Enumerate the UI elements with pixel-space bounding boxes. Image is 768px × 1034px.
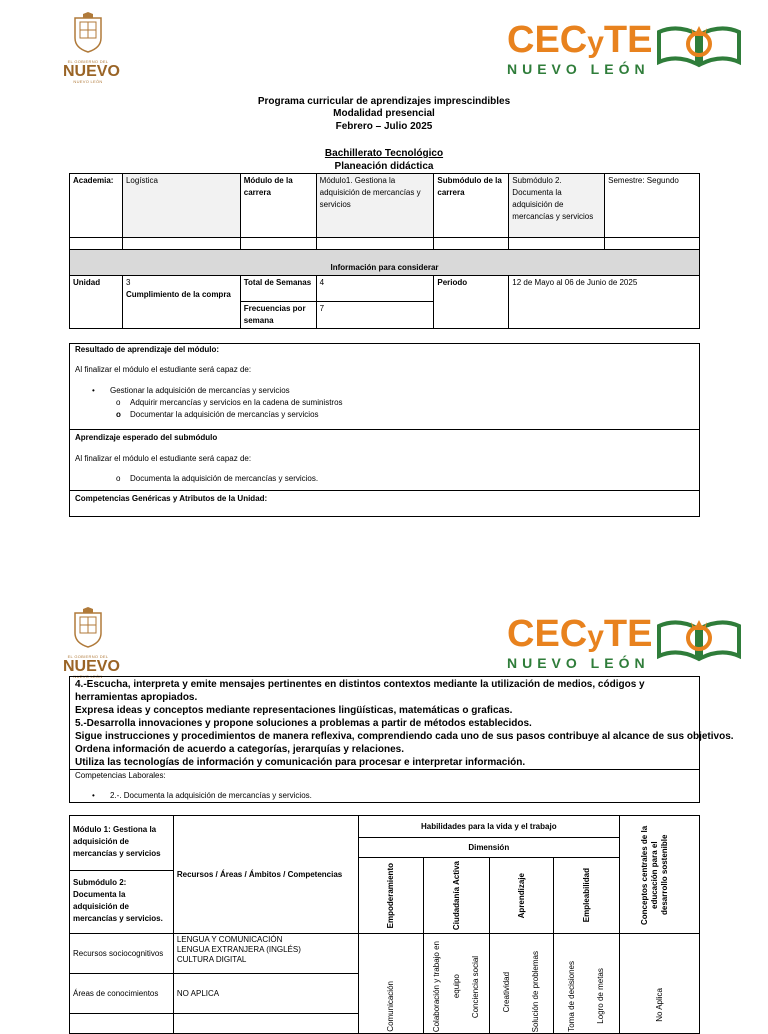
logo-sub-text: NUEVO LEÓN <box>73 674 103 679</box>
nuevo-leon-logo <box>63 12 120 84</box>
dim-aprendizaje: Aprendizaje <box>516 872 526 919</box>
esperado-intro: Al finalizar el módulo el estudiante será capaz de: <box>75 454 252 463</box>
resultado-intro: Al finalizar el módulo el estudiante será capaz de: <box>75 365 252 374</box>
row1-value-a: LENGUA Y COMUNICACIÓN <box>176 935 283 944</box>
divider <box>70 429 699 430</box>
resultado-sub2: Documentar la adquisición de mercancías y servicios <box>130 410 319 419</box>
nuevo-leon-logo <box>63 607 120 679</box>
resultado-sub2-marker: o <box>116 410 121 419</box>
cecyte-word-c: TE <box>603 613 653 655</box>
comp-line-2: Expresa ideas y conceptos mediante representaciones lingüísticas, matemáticas o graficas. <box>75 705 513 716</box>
v-comunicacion: Comunicación <box>385 981 395 1032</box>
v-solucion: Solución de problemas <box>530 950 540 1032</box>
esperado-item: Documenta la adquisición de mercancías y servicios. <box>130 474 319 483</box>
resultado-sub1: Adquirir mercancías y servicios en la cadena de suministros <box>130 398 343 407</box>
coat-of-arms-icon <box>71 12 105 54</box>
resultado-bullet-marker: • <box>92 386 95 395</box>
competencias-title: Competencias Genéricas y Atributos de la Unidad: <box>75 494 268 503</box>
book-emblem-icon <box>657 616 741 662</box>
submodulo-label: Submódulo de la carrera <box>434 174 509 238</box>
modulo-label: Módulo de la carrera <box>240 174 316 238</box>
frecuencias-value: 7 <box>316 302 434 329</box>
v-conciencia: Conciencia social <box>471 955 481 1018</box>
cecyte-sub: NUEVO LEÓN <box>507 61 650 77</box>
resultado-title: Resultado de aprendizaje del módulo: <box>75 345 220 354</box>
recursos-header: Recursos / Áreas / Ámbitos / Competencias <box>173 816 358 934</box>
book-emblem-icon <box>657 22 741 68</box>
modulo-cell: Módulo 1: Gestiona la adquisición de mercancías y servicios <box>73 825 161 858</box>
row1-value-c: CULTURA DIGITAL <box>176 955 247 964</box>
habilidades-table <box>69 815 700 1034</box>
coat-of-arms-icon <box>71 607 105 649</box>
modulo-value: Módulo1. Gestiona la adquisición de mercancías y servicios <box>316 174 434 238</box>
header-line-1: Programa curricular de aprendizajes imprescindibles <box>257 96 511 107</box>
cecyte-logo <box>507 613 747 671</box>
logo-big-text: NUEVO <box>63 658 120 675</box>
v-no-aplica: No Aplica <box>654 988 664 1022</box>
cecyte-word-c: TE <box>603 19 653 61</box>
periodo-label: Periodo <box>434 276 509 329</box>
dim-ciudadania: Ciudadanía Activa <box>451 860 461 931</box>
academia-label: Academia: <box>70 174 123 238</box>
laborales-title: Competencias Laborales: <box>75 771 166 780</box>
resultado-sub1-marker: o <box>116 398 121 407</box>
dimension-header: Dimensión <box>358 838 620 858</box>
cecyte-word-b: y <box>587 26 604 59</box>
conceptos-header: Conceptos centrales de la educación para el desarrollo sostenible <box>639 824 669 925</box>
header-line-2: Modalidad presencial <box>333 108 435 119</box>
habilidades-header: Habilidades para la vida y el trabajo <box>358 816 620 838</box>
v-toma-decisiones: Toma de decisiones <box>566 961 576 1032</box>
v-creatividad: Creatividad <box>502 971 512 1012</box>
header-line-5: Planeación didáctica <box>334 161 434 172</box>
divider <box>70 490 699 491</box>
info-header: Información para considerar <box>70 250 700 276</box>
esperado-marker: o <box>116 474 121 483</box>
logo-sub-text: NUEVO LEÓN <box>73 79 103 84</box>
comp-line-1: 4.-Escucha, interpreta y emite mensajes pertinentes en distintos contextos mediante la utilización de medios, códigos y herramientas apropiados. <box>75 679 645 703</box>
laborales-marker: • <box>92 791 95 800</box>
cecyte-logo <box>507 19 747 77</box>
cecyte-word-b: y <box>587 620 604 653</box>
unidad-name: Cumplimiento de la compra <box>125 290 231 299</box>
dim-empoderamiento: Empoderamiento <box>385 862 395 929</box>
total-semanas-value: 4 <box>316 276 434 302</box>
submodulo-cell: Submódulo 2: Documenta la adquisición de mercancías y servicios. <box>73 878 163 923</box>
dim-empleabilidad: Empleabilidad <box>581 868 591 923</box>
info-table <box>69 173 700 329</box>
cecyte-word-a: CEC <box>507 19 588 61</box>
resultado-bullet: Gestionar la adquisición de mercancías y servicios <box>110 386 290 395</box>
cecyte-word-a: CEC <box>507 613 588 655</box>
logo-big-text: NUEVO <box>63 63 120 80</box>
unidad-num: 3 <box>125 278 131 287</box>
v-colaboracion: Colaboración y trabajo en <box>432 940 442 1032</box>
header-line-3: Febrero – Julio 2025 <box>335 121 433 132</box>
row2-value: NO APLICA <box>173 974 358 1014</box>
row1-value-b: LENGUA EXTRANJERA (INGLÉS) <box>176 945 301 954</box>
comp-line-4: Sigue instrucciones y procedimientos de manera reflexiva, comprendiendo cada uno de sus pasos contribuye al alcance de sus objetivos. <box>75 731 734 742</box>
row1-label: Recursos sociocognitivos <box>70 934 174 974</box>
frecuencias-label: Frecuencias por semana <box>240 302 316 329</box>
periodo-value: 12 de Mayo al 06 de Junio de 2025 <box>509 276 700 329</box>
header-line-4: Bachillerato Tecnológico <box>324 148 444 159</box>
row1-value <box>173 934 358 974</box>
unidad-label: Unidad <box>70 276 123 329</box>
laborales-item: 2.-. Documenta la adquisición de mercancías y servicios. <box>110 791 312 800</box>
submodulo-value: Submódulo 2. Documenta la adquisición de mercancías y servicios <box>509 174 605 238</box>
unidad-value <box>122 276 240 329</box>
comp-line-3: 5.-Desarrolla innovaciones y propone soluciones a problemas a partir de métodos establecidos. <box>75 718 532 729</box>
row2-label: Áreas de conocimientos <box>70 974 174 1014</box>
semestre: Semestre: Segundo <box>605 174 700 238</box>
esperado-title: Aprendizaje esperado del submódulo <box>75 433 218 442</box>
v-logro-metas: Logro de metas <box>596 968 606 1025</box>
academia-value: Logística <box>122 174 240 238</box>
cecyte-sub: NUEVO LEÓN <box>507 655 650 671</box>
comp-line-6: Utiliza las tecnologías de información y comunicación para procesar e interpretar información. <box>75 757 526 768</box>
competencias-box <box>69 676 734 803</box>
v-equipo: equipo <box>451 974 461 999</box>
logo-small-text: EL GOBIERNO DEL <box>67 59 109 64</box>
resultado-box <box>69 343 700 517</box>
total-semanas-label: Total de Semanas <box>240 276 316 302</box>
comp-line-5: Ordena información de acuerdo a categorías, jerarquías y relaciones. <box>75 744 405 755</box>
logo-small-text: EL GOBIERNO DEL <box>67 654 109 659</box>
